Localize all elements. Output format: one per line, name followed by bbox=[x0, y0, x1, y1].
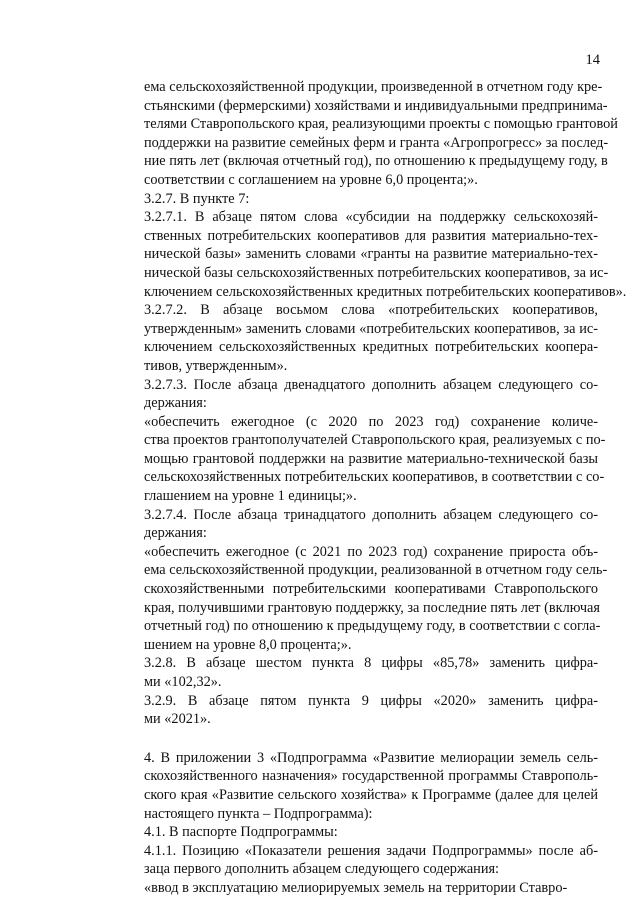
text-line: держания: bbox=[144, 525, 207, 542]
paragraph-continuation bbox=[112, 78, 618, 190]
text-line: 3.2.7. В пункте 7: bbox=[144, 190, 250, 207]
paragraph-3-2-7-1 bbox=[112, 208, 627, 301]
text-line: «ввод в эксплуатацию мелиорируемых земель на территории Ставро- bbox=[144, 879, 568, 896]
paragraph-3-2-9 bbox=[112, 692, 598, 729]
text-line: «обеспечить ежегодное (с 2021 по 2023 год) сохранение прироста объ- bbox=[144, 543, 598, 560]
paragraph-3-2-7-3 bbox=[112, 376, 598, 413]
text-line: телями Ставропольского края, реализующими проекты с помощью грантовой bbox=[144, 116, 618, 133]
quoted-paragraph-1 bbox=[112, 413, 606, 506]
text-line: стьянскими (фермерскими) хозяйствами и индивидуальными предпринима- bbox=[144, 97, 608, 114]
paragraph-3-2-7 bbox=[112, 190, 598, 209]
text-line: 3.2.7.2. В абзаце восьмом слова «потребительских кооперативов, bbox=[144, 302, 598, 319]
paragraph-4-1-1 bbox=[112, 842, 598, 879]
page-number: 14 bbox=[585, 52, 600, 68]
text-line: держания: bbox=[144, 395, 207, 412]
text-line: ема сельскохозяйственной продукции, реализованной в отчетном году сель- bbox=[144, 562, 608, 579]
text-line: тивов, утвержденным». bbox=[144, 357, 288, 374]
text-line: края, получившими грантовую поддержку, за последние пять лет (включая bbox=[144, 599, 600, 616]
paragraph-3-2-7-2 bbox=[112, 301, 598, 375]
text-line: 3.2.8. В абзаце шестом пункта 8 цифры «85,78» заменить цифра- bbox=[144, 655, 598, 672]
document-body bbox=[112, 78, 627, 898]
text-line: ключением сельскохозяйственных кредитных потребительских коопера- bbox=[144, 339, 598, 356]
text-line: заца первого дополнить абзацем следующего содержания: bbox=[144, 861, 500, 878]
text-line: ского края «Развитие сельского хозяйства» к Программе (далее для целей bbox=[144, 786, 598, 803]
paragraph-3-2-7-4 bbox=[112, 506, 598, 543]
text-line: отчетный год) по отношению к предыдущему году, в соответствии с согла- bbox=[144, 618, 601, 635]
text-line: ми «2021». bbox=[144, 711, 211, 728]
text-line: нической базы сельскохозяйственных потребительских кооперативов, за ис- bbox=[144, 264, 609, 281]
text-line: 3.2.7.1. В абзаце пятом слова «субсидии на поддержку сельскохозяй- bbox=[144, 209, 598, 226]
text-line: скохозяйственного назначения» государственной программы Ставрополь- bbox=[144, 768, 598, 785]
text-line: нической базы» заменить словами «гранты на развитие материально-тех- bbox=[144, 246, 598, 263]
text-line: глашением на уровне 1 единицы;». bbox=[144, 488, 357, 505]
text-line: 3.2.9. В абзаце пятом пункта 9 цифры «2020» заменить цифра- bbox=[144, 692, 598, 709]
text-line: настоящего пункта – Подпрограмма): bbox=[144, 805, 373, 822]
quoted-paragraph-2 bbox=[112, 543, 608, 655]
text-line: утвержденным» заменить словами «потребительских кооперативов, за ис- bbox=[144, 320, 598, 337]
text-line: поддержки на развитие семейных ферм и гранта «Агропрогресс» за послед- bbox=[144, 134, 609, 151]
quoted-paragraph-3 bbox=[112, 879, 598, 898]
text-line: 4.1. В паспорте Подпрограммы: bbox=[144, 824, 338, 841]
paragraph-4-1 bbox=[112, 823, 598, 842]
text-line: 4.1.1. Позицию «Показатели решения задачи Подпрограммы» после аб- bbox=[144, 842, 598, 859]
text-line: 4. В приложении 3 «Подпрограмма «Развитие мелиорации земель сель- bbox=[144, 749, 598, 766]
text-line: скохозяйственными потребительскими кооперативами Ставропольского bbox=[144, 581, 598, 598]
text-line: ства проектов грантополучателей Ставропольского края, реализуемых с по- bbox=[144, 432, 606, 449]
text-line: ема сельскохозяйственной продукции, произведенной в отчетном году кре- bbox=[144, 79, 603, 95]
text-line: 3.2.7.4. После абзаца тринадцатого дополнить абзацем следующего со- bbox=[144, 506, 598, 523]
text-line: соответствии с соглашением на уровне 6,0 процента;». bbox=[144, 171, 478, 188]
text-line: шением на уровне 8,0 процента;». bbox=[144, 636, 352, 653]
text-line: ми «102,32». bbox=[144, 674, 222, 690]
text-line: «обеспечить ежегодное (с 2020 по 2023 год) сохранение количе- bbox=[144, 413, 598, 430]
text-line: ключением сельскохозяйственных кредитных потребительских кооперативов». bbox=[144, 283, 627, 300]
text-line: сельскохозяйственных потребительских кооперативов, в соответствии с со- bbox=[144, 469, 605, 486]
text-line: 3.2.7.3. После абзаца двенадцатого дополнить абзацем следующего со- bbox=[144, 376, 598, 393]
text-line: ние пять лет (включая отчетный год), по отношению к предыдущему году, в bbox=[144, 153, 608, 170]
text-line: мощью грантовой поддержки на развитие материально-технической базы bbox=[144, 450, 598, 467]
paragraph-3-2-8 bbox=[112, 654, 598, 691]
text-line: ственных потребительских кооперативов для развития материально-тех- bbox=[144, 227, 598, 244]
paragraph-4 bbox=[112, 749, 598, 823]
